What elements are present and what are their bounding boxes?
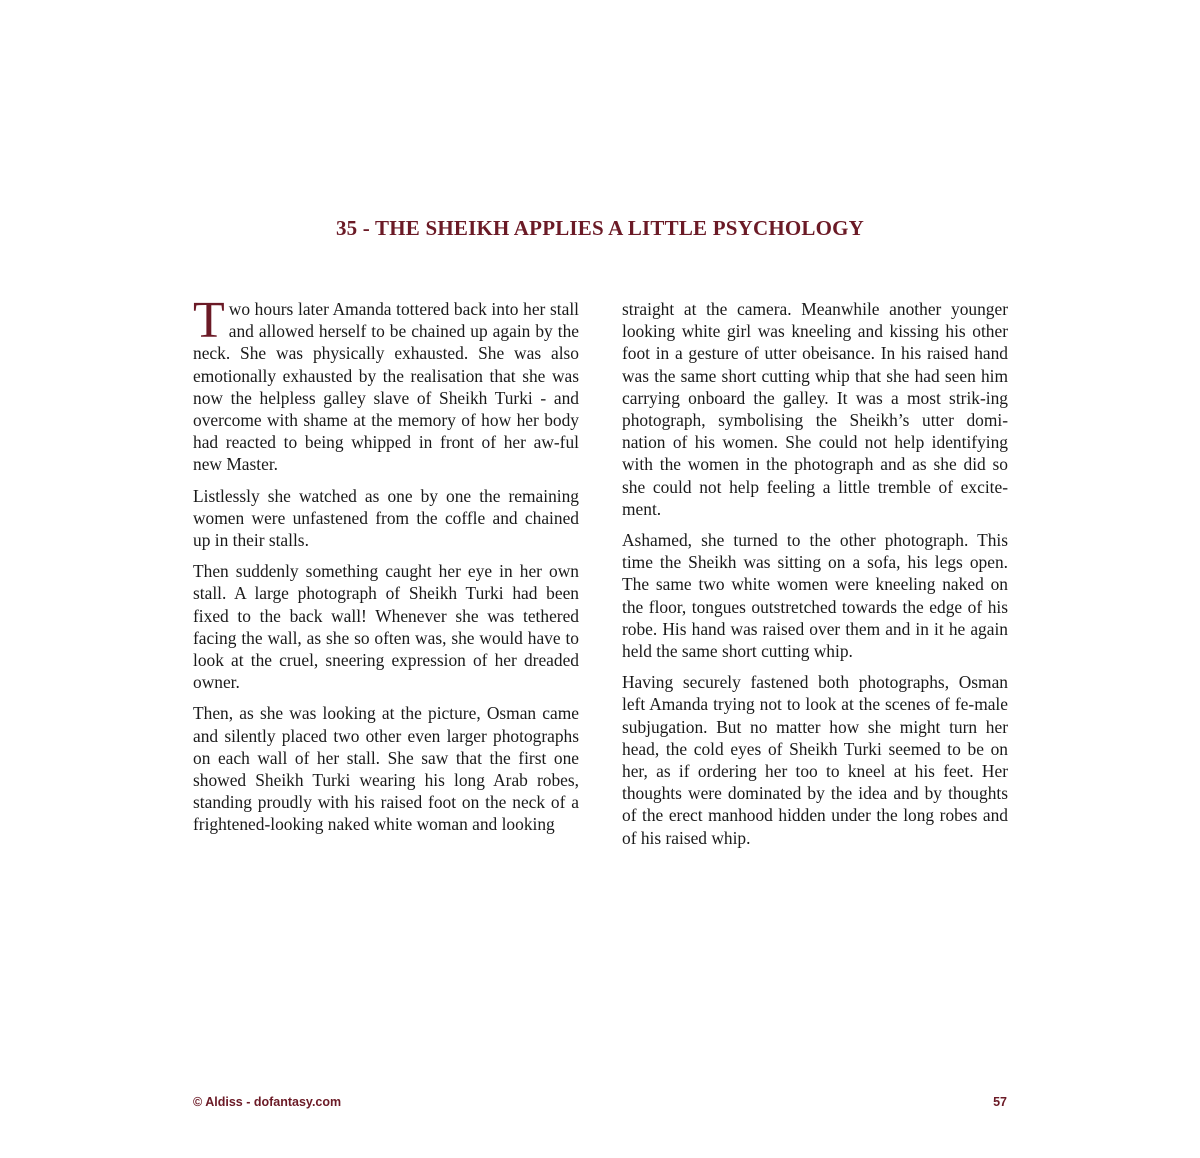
paragraph: Then suddenly something caught her eye in her own stall. A large photograph of Sheikh Turki had been fixed to the back wall! Whenever she was tethered facing the wall, as she so often was, she would have to look at the cruel, sneering expression of her dreaded owner.	[193, 561, 579, 693]
drop-cap: T	[193, 292, 225, 349]
paragraph: Listlessly she watched as one by one the remaining women were unfastened from the coffle and chained up in their stalls.	[193, 485, 579, 551]
paragraph: Ashamed, she turned to the other photograph. This time the Sheikh was sitting on a sofa, his legs open. The same two white women were kneeling naked on the floor, tongues outstretched towards the edge of his robe. His hand was raised over them and in it he again held the same short cutting whip.	[622, 530, 1008, 662]
left-column	[193, 292, 579, 845]
chapter-title: 35 - THE SHEIKH APPLIES A LITTLE PSYCHOLOGY	[335, 216, 865, 240]
paragraph-text: wo hours later Amanda tottered back into her stall and allowed herself to be chained up again by the neck. She was physically exhausted. She was also emotionally exhausted by the realisation that she was now the helpless galley slave of Sheikh Turki - and overcome with shame at the memory of how her body had reacted to being whipped in front of her aw-ful new Master.	[193, 299, 579, 475]
paragraph: straight at the camera. Meanwhile another younger looking white girl was kneeling and kissing his other foot in a gesture of utter obeisance. In his raised hand was the same short cutting whip that she had seen him carrying onboard the galley. It was a most strik-ing photograph, symbolising the Sheikh’s utter domi-nation of his women. She could not help identifying with the women in the photograph and as she did so she could not help feeling a little tremble of excite-ment.	[622, 299, 1008, 519]
right-column	[622, 298, 1008, 858]
page-number: 57	[993, 1095, 1007, 1109]
paragraph: Having securely fastened both photographs, Osman left Amanda trying not to look at the scenes of fe-male subjugation. But no matter how she might turn her head, the cold eyes of Sheikh Turki seemed to be on her, as if ordering her too to kneel at his feet. Her thoughts were dominated by the idea and by thoughts of the erect manhood hidden under the long robes and of his raised whip.	[622, 672, 1008, 848]
paragraph	[193, 292, 579, 476]
footer-copyright: © Aldiss - dofantasy.com	[193, 1095, 342, 1109]
paragraph: Then, as she was looking at the picture, Osman came and silently placed two other even larger photographs on each wall of her stall. She saw that the first one showed Sheikh Turki wearing his long Arab robes, standing proudly with his raised foot on the neck of a frightened-looking naked white woman and looking	[193, 703, 579, 835]
